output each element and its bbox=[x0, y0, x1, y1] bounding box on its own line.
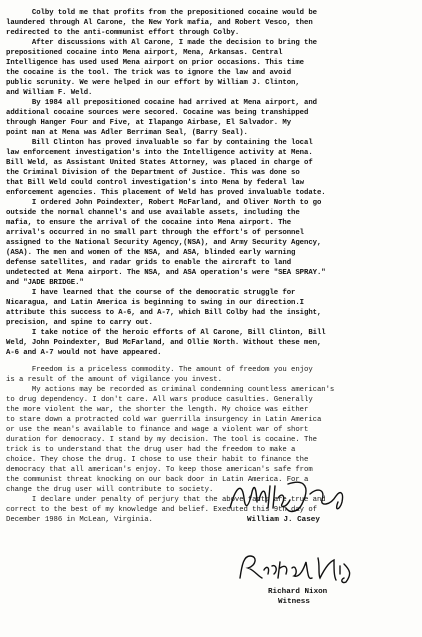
text-line: After discussions with Al Carone, I made the decision to bring the bbox=[6, 39, 317, 47]
text-line: through Hanger Four and Five, at Ilapango Airbase, El Salvador. My bbox=[6, 119, 292, 127]
text-line: assigned to the National Security Agency,(NSA), and Army Security Agency, bbox=[6, 239, 322, 247]
text-line: Bill Clinton has proved invaluable so far by containing the local bbox=[6, 139, 313, 147]
text-line: and William F. Weld. bbox=[6, 89, 93, 97]
text-line: point man at Mena was Adler Berriman Seal, (Barry Seal). bbox=[6, 129, 248, 137]
text-line: Intelligence has used used Mena airport on prior occasions. This time bbox=[6, 59, 305, 67]
text-line: the cocaine is the tool. The trick was to ignore the law and avoid bbox=[6, 69, 292, 77]
text-line: outside the normal channel's and use available assets, including the bbox=[6, 209, 300, 217]
text-line: trick is to understand that the drug user had the freedom to make a bbox=[6, 446, 296, 454]
signature-1-name: William J. Casey bbox=[247, 516, 320, 524]
text-line: Bill Weld, as Assistant United States Attorney, was placed in charge of bbox=[6, 159, 313, 167]
text-line: and "JADE BRIDGE." bbox=[6, 279, 84, 287]
text-line: precision, and spine to carry out. bbox=[6, 319, 153, 327]
text-line: Weld, John Poindexter, Bud McFarland, and Ollie North. Without these men, bbox=[6, 339, 322, 347]
text-line: law enforcement investigation's into the Intelligence activity at Mena. bbox=[6, 149, 313, 157]
signature-2-name: Richard Nixon bbox=[268, 588, 328, 596]
text-line: to stare down a protracted cold war guerrilla insurgency in Latin America bbox=[6, 416, 322, 424]
text-line: My actions may be recorded as criminal condemning countless american's bbox=[6, 386, 335, 394]
text-line: (ASA). The men and women of the NSA, and ASA, blinded early warning bbox=[6, 249, 296, 257]
text-line: is a result of the amount of vigilance you invest. bbox=[6, 376, 222, 384]
text-line: undetected at Mena airport. The NSA, and ASA operation's were "SEA SPRAY." bbox=[6, 269, 326, 277]
text-line: public scrunity. We were helped in our effort by William J. Clinton, bbox=[6, 79, 300, 87]
text-line: additional cocaine sources were secored. Cocaine was being transhipped bbox=[6, 109, 309, 117]
text-line: Freedom is a priceless commodity. The amount of freedom you enjoy bbox=[6, 366, 313, 374]
text-line: prepositioned cocaine into Mena airport, Mena, Arkansas. Central bbox=[6, 49, 283, 57]
document-body bbox=[6, 8, 416, 525]
text-line: Colby told me that profits from the prepositioned cocaine would be bbox=[6, 9, 317, 17]
text-line: change the drug user will contribute to society. bbox=[6, 486, 214, 494]
text-line: attribute this success to A-6, and A-7, which Bill Colby had the insight, bbox=[6, 309, 322, 317]
text-line: the more violent the war, the shorter the length. My choice was either bbox=[6, 406, 309, 414]
text-line: the Criminal Division of the Department of Justice. This was done so bbox=[6, 169, 300, 177]
text-line: defense satellites, and radar grids to enable the aircraft to land bbox=[6, 259, 292, 267]
text-line: arrival's occurred in no small part through the effort's of personnel bbox=[6, 229, 305, 237]
text-line: enforcement agencies. This placement of Weld has proved invaluable todate. bbox=[6, 189, 326, 197]
text-line: to drug dependency. I don't care. All wars produce casulties. Generally bbox=[6, 396, 313, 404]
text-line: choice. They chose the drug. I chose to use their habit to finance the bbox=[6, 456, 309, 464]
text-line: I declare under penalty of perjury that the above facts are true and bbox=[6, 496, 326, 504]
text-line: December 1986 in McLean, Virginia. bbox=[6, 516, 153, 524]
text-line: the communist threat knocking on our back door in Latin America. For a bbox=[6, 476, 309, 484]
text-line: laundered through Al Carone, the New York mafia, and Robert Vesco, then bbox=[6, 19, 313, 27]
text-line: I take notice of the heroic efforts of Al Carone, Bill Clinton, Bill bbox=[6, 329, 326, 337]
casey-signature-icon bbox=[226, 478, 356, 518]
nixon-signature-icon bbox=[234, 550, 374, 586]
text-line: I ordered John Poindexter, Robert McFarland, and Oliver North to go bbox=[6, 199, 322, 207]
text-line: or use the mean's available to finance and wage a violent war of short bbox=[6, 426, 309, 434]
text-line: A-6 and A-7 would not have appeared. bbox=[6, 349, 162, 357]
text-line: Nicaragua, and Latin America is beginning to swing in our direction.I bbox=[6, 299, 305, 307]
text-line: duration for democracy. I stand by my decision. The tool is cocaine. The bbox=[6, 436, 317, 444]
section-gap bbox=[6, 358, 416, 365]
text-line: I have learned that the course of the democratic struggle for bbox=[6, 289, 296, 297]
section-1-text bbox=[6, 8, 416, 358]
text-line: mafia, to ensure the arrival of the cocaine into Mena airport. The bbox=[6, 219, 292, 227]
text-line: By 1984 all prepositioned cocaine had arrived at Mena airport, and bbox=[6, 99, 317, 107]
text-line: democracy that all american's enjoy. To keep those american's safe from bbox=[6, 466, 313, 474]
text-line: that Bill Weld could control investigation's into Mena by federal law bbox=[6, 179, 305, 187]
text-line: redirected to the anti-communist effort through Colby. bbox=[6, 29, 240, 37]
text-line: correct to the best of my knowledge and belief. Executed this 9th day of bbox=[6, 506, 317, 514]
signature-2-role: Witness bbox=[278, 598, 310, 606]
